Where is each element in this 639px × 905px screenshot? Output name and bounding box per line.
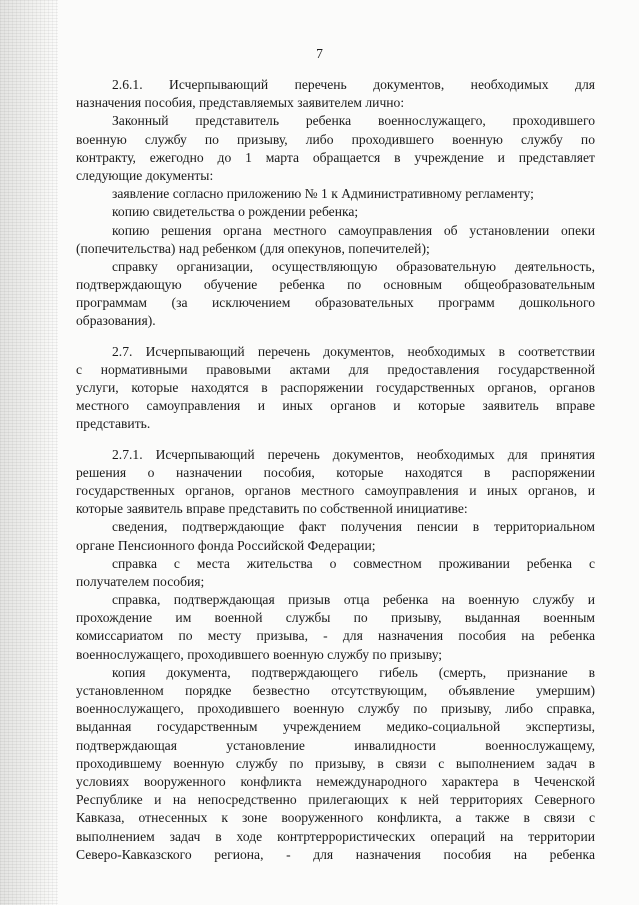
- document-body: [76, 76, 595, 864]
- text-line: подтверждающую обучение ребенка по основным общеобразовательным: [76, 277, 595, 293]
- clause-2-6-1-heading: [76, 76, 595, 112]
- text-line: выполнением задач в ходе контртеррористических операций на территории: [76, 828, 595, 844]
- list-item-residence-certificate: [76, 555, 595, 591]
- text-line: следующие документы:: [76, 167, 214, 183]
- list-item-conscription-certificate: [76, 591, 595, 664]
- text-line: установленном порядке безвестно отсутствующим, объявление умершим): [76, 683, 595, 698]
- clause-2-7: [76, 343, 595, 434]
- paragraph-gap: [76, 434, 595, 446]
- text-line: Законный представитель ребенка военнослужащего, проходившего: [112, 113, 595, 129]
- text-line: 2.7. Исчерпывающий перечень документов, необходимых в соответствии: [112, 343, 595, 359]
- text-line: образования).: [76, 313, 156, 329]
- text-line: военнослужащего, проходившего военную службу по призыву, либо справка,: [76, 701, 595, 717]
- list-item-pension-info: [76, 518, 595, 554]
- text-line: копия документа, подтверждающего гибель (смерть, признание в: [112, 664, 595, 680]
- text-line: получателем пособия;: [76, 573, 205, 589]
- list-item-education-certificate: [76, 258, 595, 331]
- text-line: местного самоуправления и иных органов и которые заявитель вправе: [76, 398, 595, 414]
- list-item-guardianship-decision: [76, 222, 595, 258]
- text-line: проходившему военную службу по призыву, в связи с выполнением задач в: [76, 755, 595, 771]
- text-line: условиях вооруженного конфликта немеждународного характера в Чеченской: [76, 773, 595, 789]
- text-line: с нормативными правовыми актами для предоставления государственной: [76, 361, 595, 377]
- page-number: 7: [316, 46, 323, 61]
- text-line: Северо-Кавказского региона, - для назначения пособия на ребенка: [76, 846, 595, 862]
- text-line: выданная государственным учреждением медико-социальной экспертизы,: [76, 719, 595, 735]
- scan-edge-shadow: [0, 0, 58, 905]
- list-item-application: [76, 185, 595, 203]
- text-line: контракту, ежегодно до 1 марта обращается в учреждение и представляет: [76, 149, 595, 165]
- text-line: прохождение им военной службы по призыву, выданная военным: [76, 610, 595, 626]
- text-line: решения о назначении пособия, которые находятся в распоряжении: [76, 464, 595, 480]
- text-line: представить.: [76, 416, 151, 432]
- text-line: заявление согласно приложению № 1 к Административному регламенту;: [112, 186, 534, 202]
- clause-2-7-1: [76, 446, 595, 519]
- text-line: справку организации, осуществляющую образовательную деятельность,: [112, 258, 595, 274]
- text-line: Республике и на непосредственно прилегающих к ней территориях Северного: [76, 792, 595, 808]
- text-line: комиссариатом по месту призыва, - для назначения пособия на ребенка: [76, 628, 595, 644]
- text-line: Кавказа, отнесенных к зоне вооруженного конфликта, а также в связи с: [76, 810, 595, 826]
- paragraph-gap: [76, 331, 595, 343]
- text-line: справка с места жительства о совместном проживании ребенка с: [112, 555, 595, 571]
- text-line: которые заявитель вправе представить по собственной инициативе:: [76, 501, 468, 517]
- text-line: 2.6.1. Исчерпывающий перечень документов, необходимых для: [112, 77, 595, 92]
- text-line: программам (за исключением образовательных программ дошкольного: [76, 295, 595, 311]
- text-line: справка, подтверждающая призыв отца ребенка на военную службу и: [112, 592, 595, 608]
- text-line: 2.7.1. Исчерпывающий перечень документов, необходимых для принятия: [112, 446, 595, 462]
- text-line: копию решения органа местного самоуправления об установлении опеки: [112, 222, 595, 238]
- text-line: копию свидетельства о рождении ребенка;: [112, 204, 359, 220]
- clause-2-6-1-body: [76, 112, 595, 185]
- list-item-death-document: [76, 664, 595, 864]
- text-line: военную службу по призыву, либо проходившего военную службу по: [76, 131, 595, 147]
- text-line: государственных органов, органов местного самоуправления и иных органов, и: [76, 482, 595, 498]
- text-line: (попечительства) над ребенком (для опекунов, попечителей);: [76, 240, 430, 256]
- text-line: органе Пенсионного фонда Российской Федерации;: [76, 537, 376, 553]
- text-line: военнослужащего, проходившего военную службу по призыву;: [76, 646, 443, 662]
- text-line: услуги, которые находятся в распоряжении государственных органов, органов: [76, 380, 595, 395]
- list-item-birth-certificate: [76, 203, 595, 221]
- text-line: подтверждающая установление инвалидности военнослужащему,: [76, 737, 595, 753]
- text-line: назначения пособия, представляемых заявителем лично:: [76, 95, 405, 111]
- text-line: сведения, подтверждающие факт получения пенсии в территориальном: [112, 519, 595, 535]
